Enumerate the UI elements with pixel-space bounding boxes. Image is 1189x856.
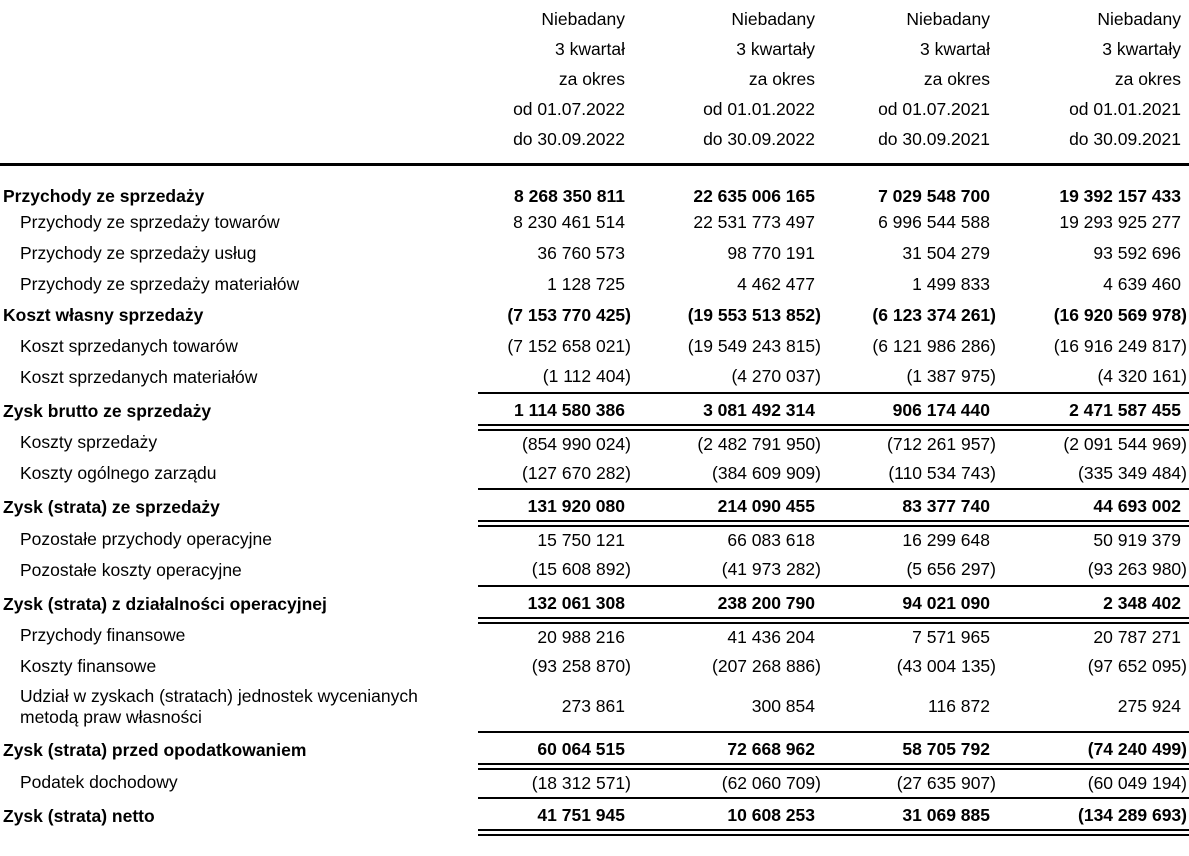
header-line: za okres (923, 69, 990, 89)
row-label: Zysk (strata) przed opodatkowaniem (3, 740, 307, 761)
value-cell: 131 920 080 (478, 489, 633, 524)
value-cell: (1 112 404) (542, 366, 631, 386)
value-cell: 19 293 925 277 (1059, 211, 1181, 232)
row-label: Przychody ze sprzedaży usług (20, 242, 257, 263)
table-row (0, 767, 1189, 798)
table-row (0, 300, 1189, 331)
value-cell: 1 114 580 386 (478, 393, 633, 428)
header-line: 3 kwartały (1102, 39, 1181, 59)
header-line: Niebadany (541, 9, 625, 29)
value-cell: 8 268 350 811 (514, 185, 625, 206)
header-line: do 30.09.2022 (703, 129, 815, 149)
value-cell: (7 152 658 021) (507, 335, 631, 356)
row-label: Koszty sprzedaży (20, 432, 158, 452)
value-cell: (2 482 791 950) (697, 433, 821, 454)
value-cell: 116 872 (928, 696, 990, 716)
header-line: 3 kwartał (554, 39, 625, 59)
value-cell: (854 990 024) (522, 433, 631, 454)
header-line: do 30.09.2021 (878, 129, 990, 149)
value-cell: 906 174 440 (823, 393, 998, 428)
table-row (0, 165, 1189, 207)
value-cell: (110 534 743) (888, 462, 996, 483)
table-row (0, 458, 1189, 489)
table-row (0, 732, 1189, 767)
table-row (0, 620, 1189, 651)
value-cell: (2 091 544 969) (1063, 433, 1187, 454)
value-cell: 58 705 792 (823, 732, 998, 767)
table-row (0, 798, 1189, 833)
table-row (0, 238, 1189, 269)
value-cell: 2 471 587 455 (998, 393, 1189, 428)
header-line: od 01.01.2022 (703, 99, 815, 119)
row-label: Przychody ze sprzedaży towarów (20, 211, 280, 232)
value-cell: (207 268 886) (712, 656, 821, 676)
row-label: Koszt własny sprzedaży (3, 304, 204, 325)
value-cell: 60 064 515 (478, 732, 633, 767)
value-cell: (6 123 374 261) (872, 304, 996, 325)
value-cell: 275 924 (1117, 696, 1181, 716)
value-cell: (93 263 980) (1087, 559, 1187, 579)
value-cell: 10 608 253 (633, 798, 823, 833)
value-cell: 214 090 455 (633, 489, 823, 524)
value-cell: (74 240 499) (998, 732, 1189, 767)
row-label: Koszt sprzedanych materiałów (20, 366, 258, 387)
header-line: Niebadany (906, 9, 990, 29)
value-cell: 16 299 648 (902, 530, 990, 551)
value-cell: (97 652 095) (1087, 656, 1187, 676)
value-cell: 72 668 962 (633, 732, 823, 767)
table-row (0, 489, 1189, 524)
row-label: Koszty finansowe (20, 656, 157, 676)
period-column-header (823, 0, 998, 165)
value-cell: 132 061 308 (478, 586, 633, 621)
period-column-header (478, 0, 633, 165)
table-row (0, 555, 1189, 586)
header-line: 3 kwartał (919, 39, 990, 59)
table-body (0, 165, 1189, 833)
row-label: Koszty ogólnego zarządu (20, 463, 217, 483)
header-line: za okres (748, 69, 815, 89)
value-cell: (43 004 135) (896, 656, 996, 676)
value-cell: 83 377 740 (823, 489, 998, 524)
value-cell: (335 349 484) (1078, 462, 1187, 483)
header-line: od 01.07.2022 (513, 99, 625, 119)
value-cell: 300 854 (751, 696, 815, 716)
value-cell: 15 750 121 (537, 530, 625, 551)
value-cell: 41 751 945 (478, 798, 633, 833)
value-cell: (16 916 249 817) (1053, 335, 1187, 356)
table-row (0, 393, 1189, 428)
header-line: za okres (558, 69, 625, 89)
value-cell: 41 436 204 (727, 626, 815, 647)
value-cell: (19 549 243 815) (687, 335, 821, 356)
row-label: Przychody ze sprzedaży materiałów (20, 273, 300, 294)
row-label: Podatek dochodowy (20, 771, 178, 792)
value-cell: 4 462 477 (737, 273, 815, 294)
table-row (0, 651, 1189, 682)
value-cell: (127 670 282) (522, 462, 631, 483)
value-cell: (93 258 870) (531, 656, 631, 676)
value-cell: (41 973 282) (721, 559, 821, 579)
value-cell: (27 635 907) (896, 772, 996, 793)
row-label: Przychody finansowe (20, 625, 186, 645)
label-column-header (0, 0, 478, 165)
value-cell: (19 553 513 852) (687, 304, 821, 325)
table-row (0, 586, 1189, 621)
header-row (0, 0, 1189, 165)
value-cell: 50 919 379 (1093, 530, 1181, 551)
value-cell: 44 693 002 (998, 489, 1189, 524)
value-cell: (4 320 161) (1097, 366, 1187, 386)
header-line: od 01.07.2021 (878, 99, 990, 119)
header-line: 3 kwartały (736, 39, 815, 59)
value-cell: 8 230 461 514 (513, 211, 625, 232)
value-cell: (4 270 037) (731, 366, 821, 386)
row-label: Zysk (strata) ze sprzedaży (3, 497, 220, 518)
header-line: do 30.09.2021 (1069, 129, 1181, 149)
value-cell: (60 049 194) (1087, 772, 1187, 793)
value-cell: 7 029 548 700 (878, 185, 990, 206)
table-header (0, 0, 1189, 165)
table-row (0, 362, 1189, 393)
row-label: Pozostałe przychody operacyjne (20, 528, 272, 549)
value-cell: 238 200 790 (633, 586, 823, 621)
value-cell: 36 760 573 (537, 242, 625, 263)
value-cell: (15 608 892) (531, 559, 631, 579)
value-cell: 31 069 885 (823, 798, 998, 833)
value-cell: 2 348 402 (998, 586, 1189, 621)
table-row (0, 682, 1189, 732)
value-cell: 66 083 618 (727, 530, 815, 551)
table-row (0, 524, 1189, 555)
value-cell: (134 289 693) (998, 798, 1189, 833)
value-cell: (6 121 986 286) (872, 335, 996, 356)
value-cell: (7 153 770 425) (507, 304, 631, 325)
value-cell: 3 081 492 314 (633, 393, 823, 428)
value-cell: (1 387 975) (906, 366, 996, 386)
value-cell: 1 128 725 (547, 273, 625, 294)
value-cell: 22 531 773 497 (693, 211, 815, 232)
table-row (0, 427, 1189, 458)
table-row (0, 207, 1189, 238)
header-line: Niebadany (1097, 9, 1181, 29)
value-cell: (712 261 957) (887, 433, 996, 454)
row-label: Przychody ze sprzedaży (3, 185, 205, 206)
value-cell: 6 996 544 588 (878, 211, 990, 232)
table-row (0, 331, 1189, 362)
value-cell: 19 392 157 433 (1059, 185, 1181, 206)
value-cell: 4 639 460 (1103, 273, 1181, 294)
value-cell: 20 787 271 (1093, 626, 1181, 647)
row-label: Udział w zyskach (stratach) jednostek wycenianych metodą praw własności (20, 686, 418, 727)
value-cell: 31 504 279 (902, 242, 990, 263)
row-label: Zysk (strata) netto (3, 805, 155, 826)
header-line: od 01.01.2021 (1069, 99, 1181, 119)
value-cell: 93 592 696 (1093, 242, 1181, 263)
period-column-header (633, 0, 823, 165)
header-line: Niebadany (731, 9, 815, 29)
value-cell: 20 988 216 (537, 626, 625, 647)
row-label: Zysk brutto ze sprzedaży (3, 400, 212, 421)
row-label: Zysk (strata) z działalności operacyjnej (3, 593, 327, 614)
value-cell: (5 656 297) (906, 559, 996, 579)
value-cell: 1 499 833 (912, 273, 990, 294)
value-cell: 98 770 191 (727, 242, 815, 263)
value-cell: 94 021 090 (823, 586, 998, 621)
value-cell: (16 920 569 978) (1053, 304, 1187, 325)
value-cell: 22 635 006 165 (693, 185, 815, 206)
value-cell: (62 060 709) (721, 772, 821, 793)
header-line: za okres (1114, 69, 1181, 89)
row-label: Pozostałe koszty operacyjne (20, 559, 242, 580)
table-row (0, 269, 1189, 300)
value-cell: (384 609 909) (712, 462, 821, 483)
row-label: Koszt sprzedanych towarów (20, 335, 238, 356)
value-cell: (18 312 571) (531, 772, 631, 793)
value-cell: 7 571 965 (912, 626, 990, 647)
value-cell: 273 861 (561, 696, 625, 716)
header-line: do 30.09.2022 (513, 129, 625, 149)
period-column-header (998, 0, 1189, 165)
